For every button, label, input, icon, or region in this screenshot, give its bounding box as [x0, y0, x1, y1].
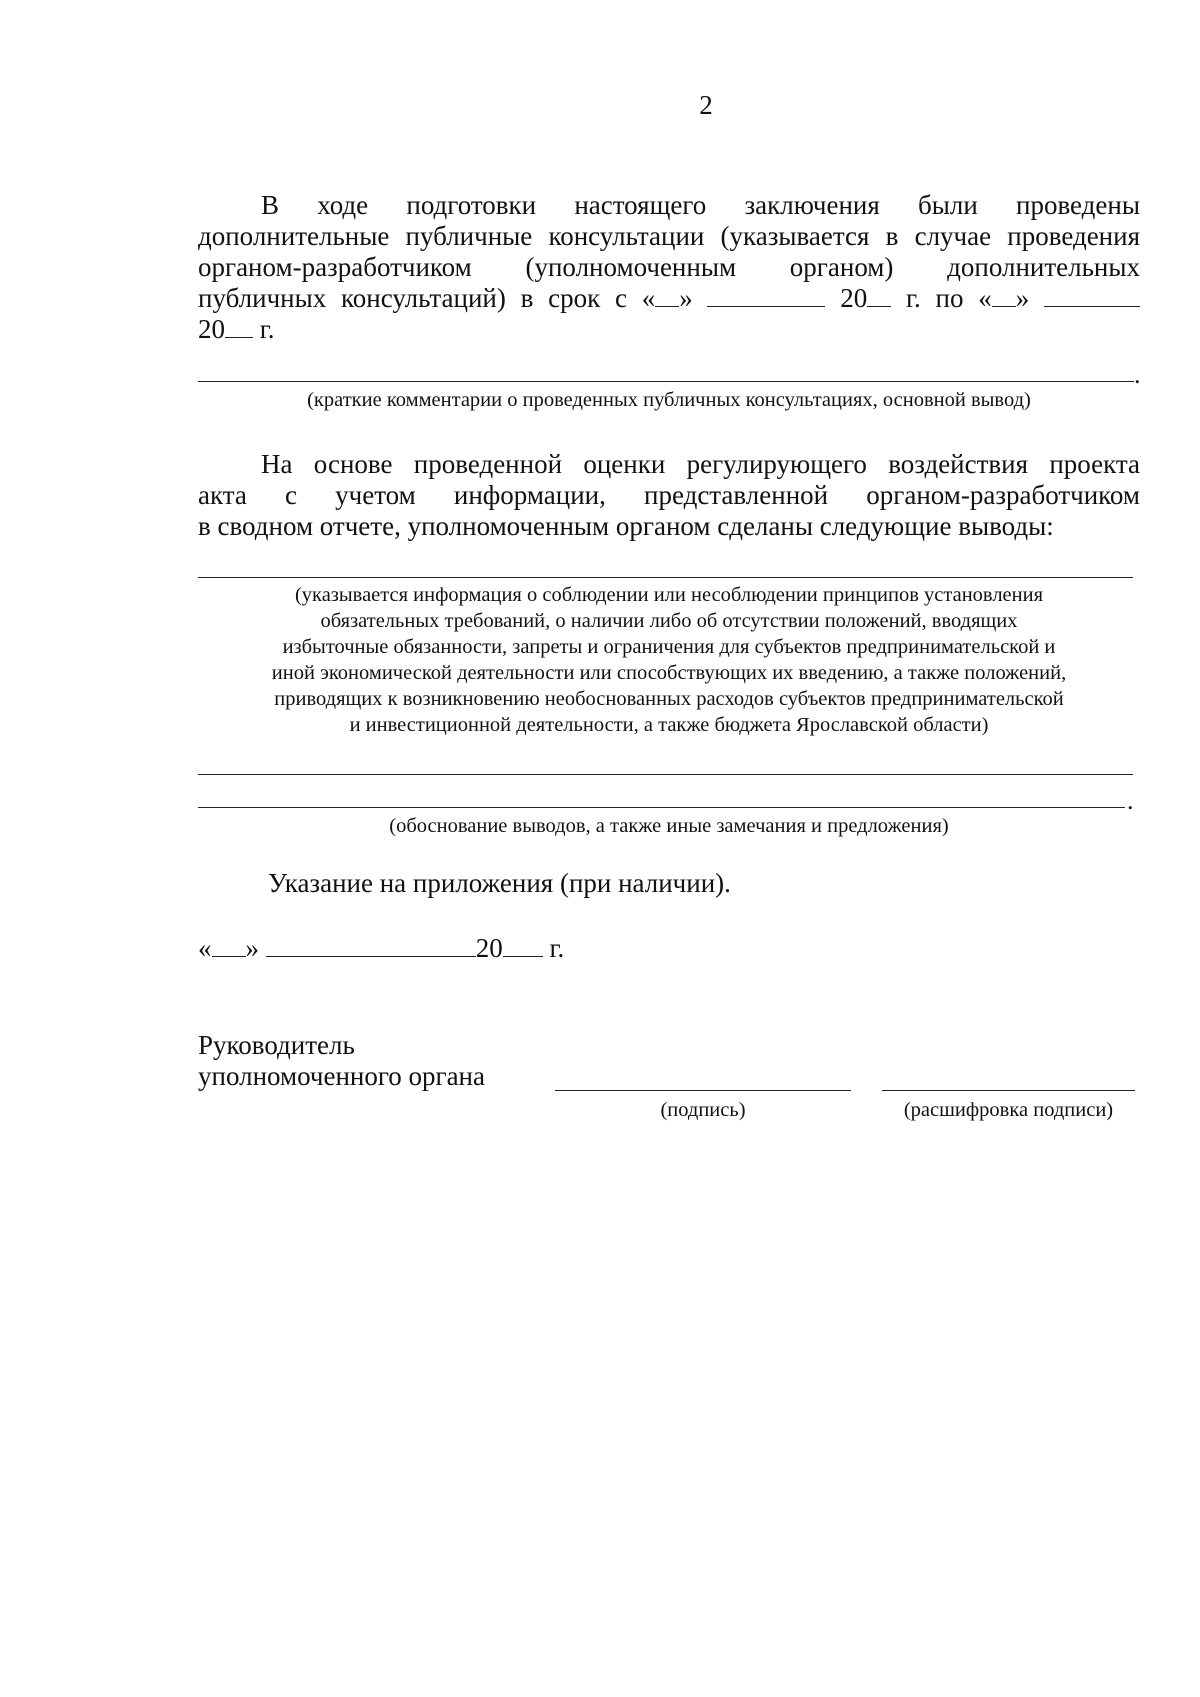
month-blank-2 — [1044, 284, 1140, 307]
day-blank-2 — [992, 284, 1016, 307]
page-number: 2 — [699, 90, 713, 120]
justification-line-2 — [198, 807, 1125, 808]
month-blank — [707, 284, 825, 307]
consultations-line-4: публичных консультаций) в срок с « » 20 г. по « » — [198, 283, 1140, 314]
signature-decoding-line — [882, 1090, 1135, 1091]
date-day-blank — [212, 934, 246, 957]
year-blank — [867, 284, 891, 307]
date-line: « » 20 г. — [198, 933, 565, 963]
year-blank-2 — [225, 315, 253, 338]
day-blank — [655, 284, 679, 307]
consultations-paragraph — [198, 190, 1140, 345]
conclusions-caption: (указывается информация о соблюдении или несоблюдении принципов установления обязательных требований, о наличии либо об отсутствии положений, вводящих избыточные обязанности, запреты и ограничения для субъектов предпринимательской и иной экономической деятельности или способствующих их введению, а также положений, приводящих к возникновению необоснованных расходов субъектов предпринимательской и инвестиционной деятельности, а также бюджета Ярославской области) — [271, 584, 1067, 736]
signature-line — [555, 1090, 851, 1091]
conclusions-line-2: акта с учетом информации, представленной органом-разработчиком — [198, 480, 1140, 510]
signature-decoding-caption: (расшифровка подписи) — [903, 1099, 1114, 1121]
justification-line-period: . — [1127, 786, 1134, 815]
comments-line-period: . — [1134, 360, 1141, 389]
conclusions-paragraph — [198, 449, 1140, 542]
consultations-line-1: В ходе подготовки настоящего заключения были проведены — [261, 190, 1140, 220]
justification-line-1 — [198, 774, 1133, 775]
consultations-line-3: органом-разработчиком (уполномоченным органом) дополнительных — [198, 252, 1140, 282]
consultations-line-5: 20 г. — [198, 314, 275, 344]
attachments-note: Указание на приложения (при наличии). — [268, 868, 731, 898]
date-month-blank — [266, 934, 476, 957]
signature-caption: (подпись) — [660, 1099, 746, 1121]
conclusions-line-1: На основе проведенной оценки регулирующего воздействия проекта — [261, 449, 1140, 479]
justification-caption: (обоснование выводов, а также иные замечания и предложения) — [389, 815, 949, 837]
signatory-title: Руководитель уполномоченного органа — [198, 1030, 485, 1091]
comments-line — [198, 381, 1134, 382]
conclusions-line — [198, 577, 1133, 578]
consultations-line-2: дополнительные публичные консультации (указывается в случае проведения — [198, 221, 1140, 251]
conclusions-line-3: в сводном отчете, уполномоченным органом сделаны следующие выводы: — [198, 511, 1054, 541]
comments-caption: (краткие комментарии о проведенных публичных консультациях, основной вывод) — [307, 389, 1031, 411]
date-year-blank — [503, 934, 543, 957]
